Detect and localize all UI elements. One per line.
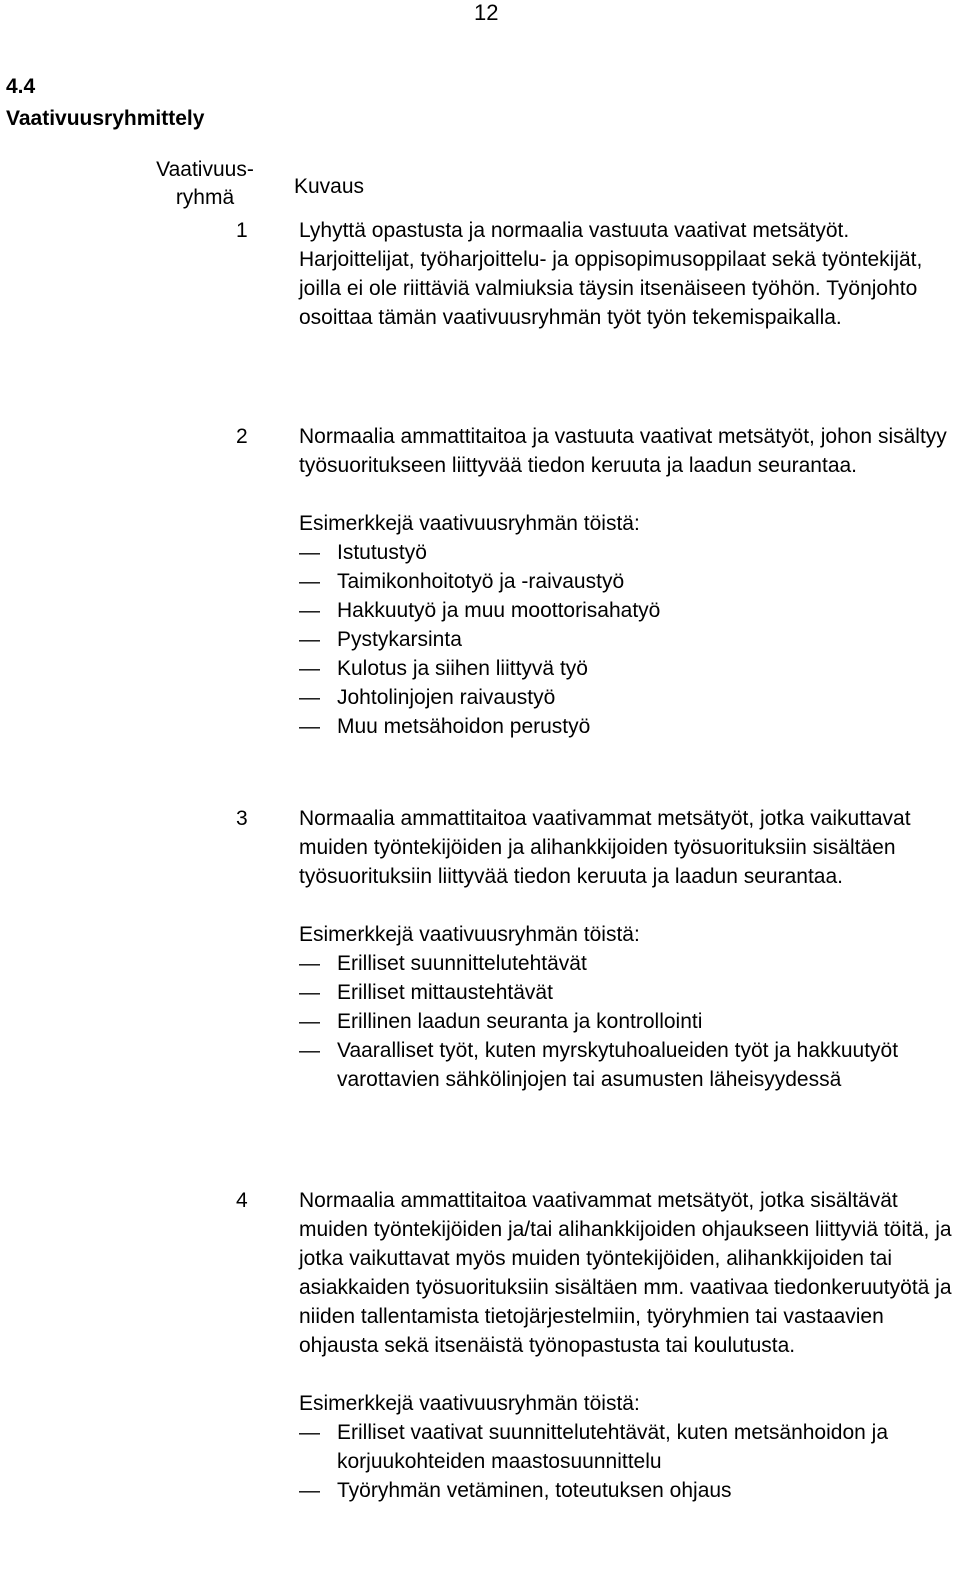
dash-bullet-icon: — <box>299 981 320 1004</box>
list-item: — Erilliset suunnittelutehtävät <box>299 949 954 978</box>
column-header-description: Kuvaus <box>294 175 365 198</box>
examples-heading: Esimerkkejä vaativuusryhmän töistä: <box>299 512 640 535</box>
dash-bullet-icon: — <box>299 599 320 622</box>
dash-bullet-icon: — <box>299 952 320 975</box>
dash-bullet-icon: — <box>299 541 320 564</box>
column-header-level <box>130 156 280 212</box>
list-item: — Istutustyö <box>299 538 954 567</box>
dash-bullet-icon: — <box>299 657 320 680</box>
dash-bullet-icon: — <box>299 1479 320 1502</box>
group-description-block <box>299 1186 954 1505</box>
list-item: — Vaaralliset työt, kuten myrskytuhoalueiden työt ja hakkuutyöt varottavien sähkölinjojen tai asumusten läheisyydessä <box>299 1036 954 1094</box>
examples-list <box>299 1418 954 1505</box>
list-item: — Pystykarsinta <box>299 625 954 654</box>
group-description-block <box>299 422 954 741</box>
group-level: 4 <box>236 1189 248 1212</box>
group-description-block <box>299 804 954 1094</box>
list-item: — Muu metsähoidon perustyö <box>299 712 954 741</box>
list-item: — Kulotus ja siihen liittyvä työ <box>299 654 954 683</box>
group-level: 1 <box>236 219 248 242</box>
dash-bullet-icon: — <box>299 715 320 738</box>
page-number: 12 <box>474 0 499 25</box>
group-description: Normaalia ammattitaitoa vaativammat metsätyöt, jotka vaikuttavat muiden työntekijöiden ja alihankkijoiden työsuorituksiin sisältäen työsuorituksiin liittyvää tiedon keruuta ja laadun seurantaa. <box>299 807 911 888</box>
section-title: Vaativuusryhmittely <box>6 107 205 130</box>
examples-list <box>299 949 954 1094</box>
list-item: — Taimikonhoitotyö ja -raivaustyö <box>299 567 954 596</box>
group-description-block <box>299 216 954 332</box>
dash-bullet-icon: — <box>299 1039 320 1062</box>
list-item: — Hakkuutyö ja muu moottorisahatyö <box>299 596 954 625</box>
list-item: — Työryhmän vetäminen, toteutuksen ohjaus <box>299 1476 954 1505</box>
dash-bullet-icon: — <box>299 570 320 593</box>
group-level: 3 <box>236 807 248 830</box>
list-item: — Johtolinjojen raivaustyö <box>299 683 954 712</box>
section-number: 4.4 <box>6 75 36 98</box>
group-description: Normaalia ammattitaitoa vaativammat metsätyöt, jotka sisältävät muiden työntekijöiden ja/tai alihankkijoiden ohjaukseen liittyviä töitä, ja jotka vaikuttavat myös muiden työntekijöiden, alihankkijoiden tai asiakkaiden työsuorituksiin sisältäen mm. vaativaa tiedonkeruutyötä ja niiden tallentamista tietojärjestelmiin, työryhmien tai vastaavien ohjausta sekä itsenäistä työnopastusta tai koulutusta. <box>299 1189 952 1357</box>
dash-bullet-icon: — <box>299 628 320 651</box>
group-description: Lyhyttä opastusta ja normaalia vastuuta vaativat metsätyöt. Harjoittelijat, työharjoittelu- ja oppisopimusoppilaat sekä työntekijät, joilla ei ole riittäviä valmiuksia täysin itsenäiseen työhön. Työnjohto osoittaa tämän vaativuusryhmän työt työn tekemispaikalla. <box>299 219 923 329</box>
group-description: Normaalia ammattitaitoa ja vastuuta vaativat metsätyöt, johon sisältyy työsuoritukseen liittyvää tiedon keruuta ja laadun seurantaa. <box>299 425 947 477</box>
examples-list <box>299 538 954 741</box>
list-item: — Erilliset vaativat suunnittelutehtävät, kuten metsänhoidon ja korjuukohteiden maastosuunnittelu <box>299 1418 954 1476</box>
list-item: — Erillinen laadun seuranta ja kontrollointi <box>299 1007 954 1036</box>
examples-heading: Esimerkkejä vaativuusryhmän töistä: <box>299 923 640 946</box>
group-level: 2 <box>236 425 248 448</box>
dash-bullet-icon: — <box>299 1010 320 1033</box>
column-header-level-line1: Vaativuus- <box>156 158 254 181</box>
list-item: — Erilliset mittaustehtävät <box>299 978 954 1007</box>
dash-bullet-icon: — <box>299 686 320 709</box>
column-header-level-line2: ryhmä <box>175 186 235 209</box>
examples-heading: Esimerkkejä vaativuusryhmän töistä: <box>299 1392 640 1415</box>
dash-bullet-icon: — <box>299 1421 320 1444</box>
